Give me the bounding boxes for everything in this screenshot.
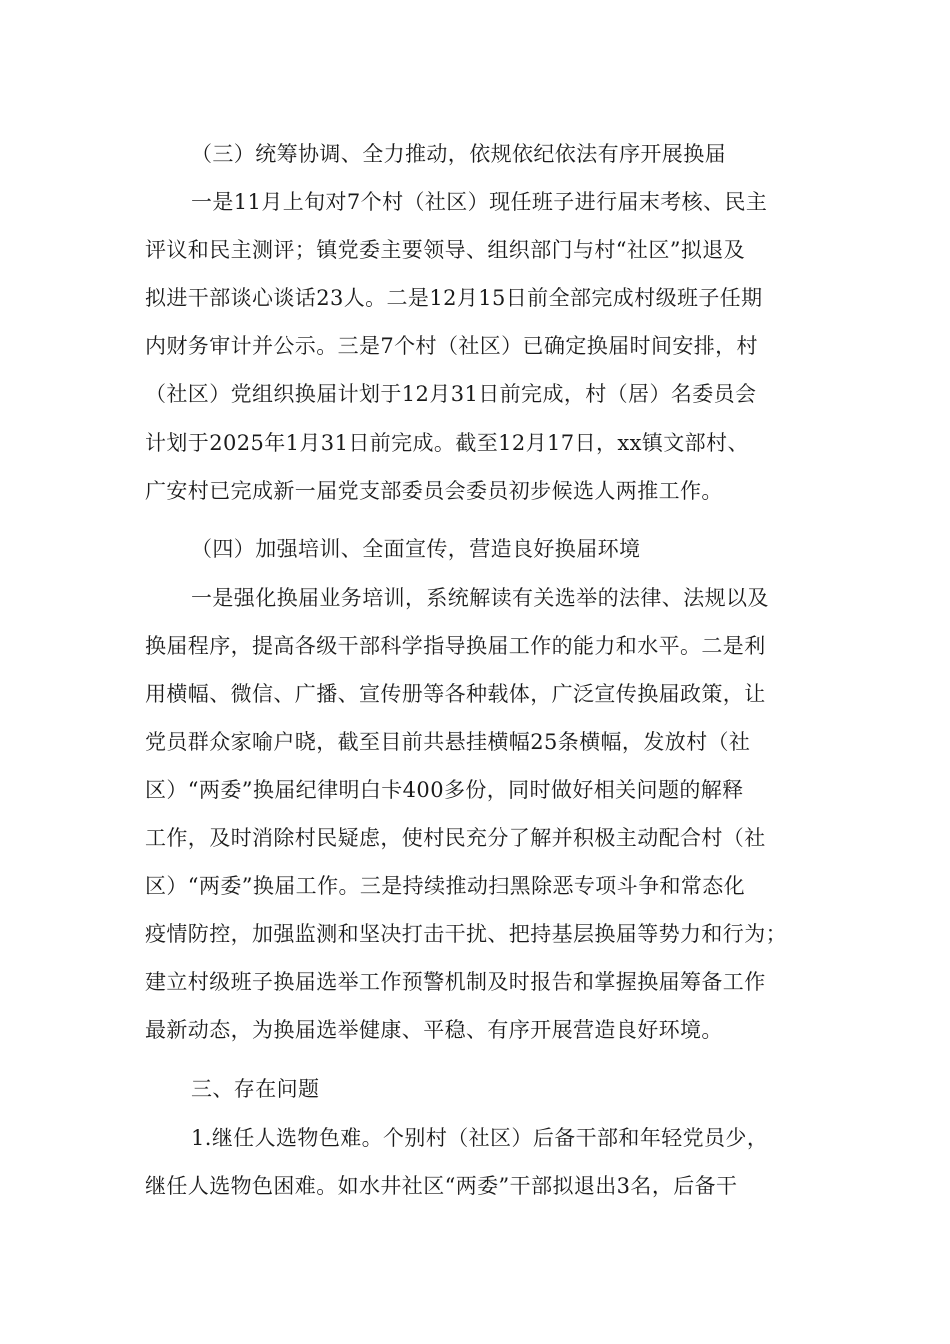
paragraph-line: 内财务审计并公示。三是7个村（社区）已确定换届时间安排，村 xyxy=(145,334,758,358)
section-heading: （四）加强培训、全面宣传，营造良好换届环境 xyxy=(191,537,641,561)
paragraph-line: 一是11月上旬对7个村（社区）现任班子进行届末考核、民主 xyxy=(191,190,768,214)
paragraph-line: 用横幅、微信、广播、宣传册等各种载体，广泛宣传换届政策，让 xyxy=(145,682,766,706)
paragraph-line: 一是强化换届业务培训，系统解读有关选举的法律、法规以及 xyxy=(191,586,769,610)
part-heading: 三、存在问题 xyxy=(191,1077,320,1101)
paragraph-line: 工作，及时消除村民疑虑，使村民充分了解并积极主动配合村（社 xyxy=(145,826,766,850)
paragraph-line: 换届程序，提高各级干部科学指导换届工作的能力和水平。二是利 xyxy=(145,634,766,658)
paragraph-line: 计划于2025年1月31日前完成。截至12月17日，xx镇文部村、 xyxy=(145,431,749,455)
paragraph-line: 建立村级班子换届选举工作预警机制及时报告和掌握换届筹备工作 xyxy=(145,970,766,994)
paragraph-line: （社区）党组织换届计划于12月31日前完成，村（居）名委员会 xyxy=(145,382,757,406)
paragraph-line: 拟进干部谈心谈话23人。二是12月15日前全部完成村级班子任期 xyxy=(145,286,763,310)
paragraph-line: 继任人选物色困难。如水井社区“两委”干部拟退出3名，后备干 xyxy=(145,1174,738,1198)
paragraph-line: 广安村已完成新一届党支部委员会委员初步候选人两推工作。 xyxy=(145,479,723,503)
paragraph-line: 评议和民主测评；镇党委主要领导、组织部门与村“社区”拟退及 xyxy=(145,238,746,262)
paragraph-line: 1.继任人选物色难。个别村（社区）后备干部和年轻党员少， xyxy=(191,1126,769,1150)
section-heading: （三）统筹协调、全力推动，依规依纪依法有序开展换届 xyxy=(191,142,726,166)
paragraph-line: 最新动态，为换届选举健康、平稳、有序开展营造良好环境。 xyxy=(145,1018,723,1042)
paragraph-line: 疫情防控，加强监测和坚决打击干扰、把持基层换届等势力和行为； xyxy=(145,922,787,946)
paragraph-line: 区）“两委”换届纪律明白卡400多份，同时做好相关问题的解释 xyxy=(145,778,744,802)
paragraph-line: 党员群众家喻户晓，截至目前共悬挂横幅25条横幅，发放村（社 xyxy=(145,730,751,754)
paragraph-line: 区）“两委”换届工作。三是持续推动扫黑除恶专项斗争和常态化 xyxy=(145,874,746,898)
